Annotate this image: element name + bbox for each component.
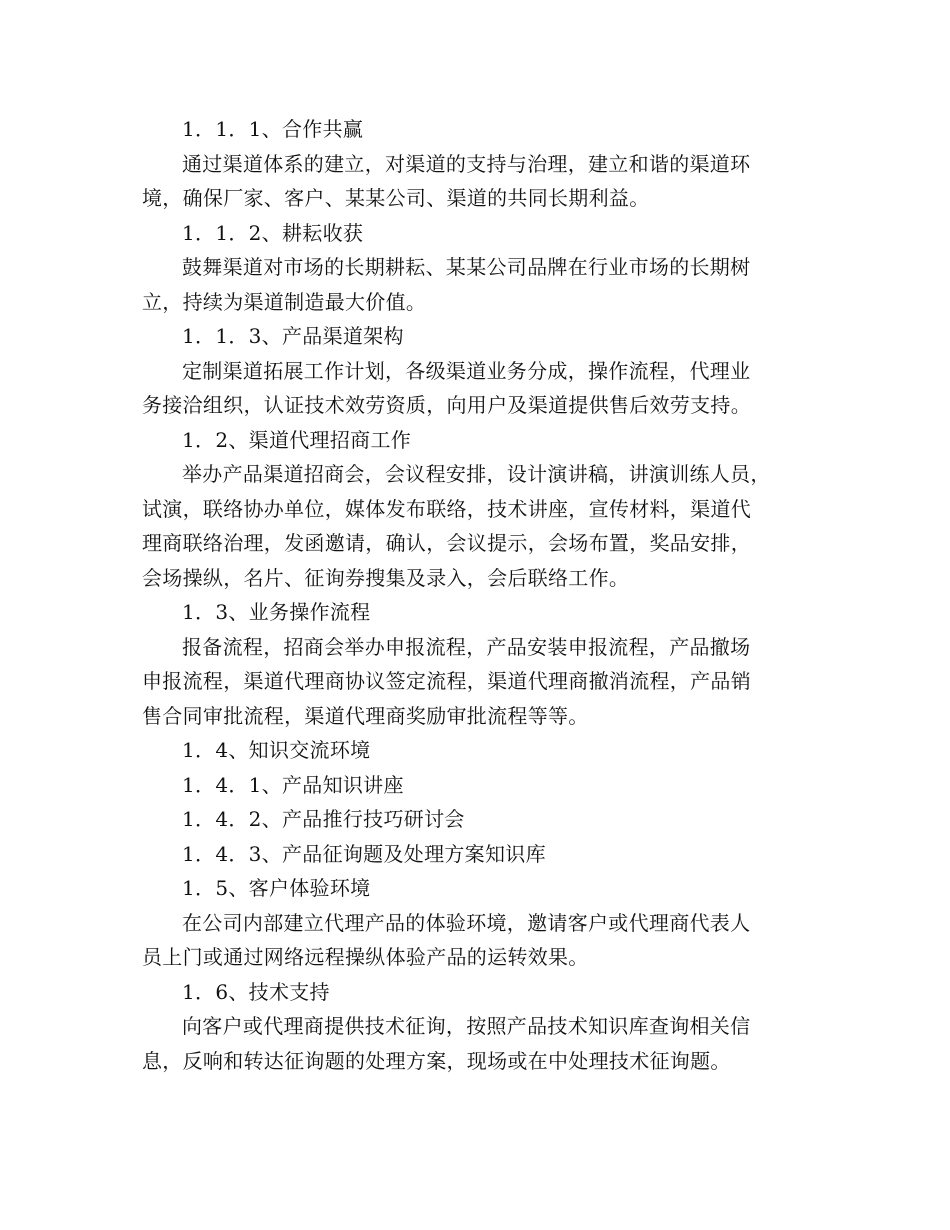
- paragraph: [142, 906, 832, 975]
- paragraph-line: 会场操纵，名片、征询券搜集及录入，会后联络工作。: [142, 565, 630, 590]
- section-heading: 1．4．2、产品推行技巧研讨会: [182, 807, 465, 831]
- section-heading: 1．4、知识交流环境: [182, 738, 371, 762]
- paragraph-line: 通过渠道体系的建立，对渠道的支持与治理，建立和谐的渠道环: [182, 151, 751, 176]
- paragraph-line: 举办产品渠道招商会，会议程安排，设计演讲稿，讲演训练人员，: [182, 462, 771, 486]
- paragraph-line: 息，反响和转达征询题的处理方案，现场或在中处理技术征询题。: [142, 1048, 731, 1073]
- paragraph: [142, 1009, 832, 1078]
- paragraph-line: 员上门或通过网络远程操纵体验产品的运转效果。: [142, 945, 589, 969]
- section-heading: 1．4．1、产品知识讲座: [182, 772, 404, 797]
- paragraph: [142, 147, 832, 216]
- paragraph-line: 在公司内部建立代理产品的体验环境，邀请客户或代理商代表人: [182, 910, 751, 935]
- section-heading: 1．1．3、产品渠道架构: [182, 324, 404, 348]
- section-heading: 1．6、技术支持: [182, 979, 330, 1004]
- paragraph-line: 立，持续为渠道制造最大价值。: [142, 289, 427, 314]
- paragraph: [142, 630, 832, 734]
- section-heading: 1．3、业务操作流程: [182, 600, 371, 624]
- section-heading: 1．1．2、耕耘收获: [182, 220, 364, 245]
- paragraph: [142, 354, 832, 423]
- paragraph-line: 售合同审批流程，渠道代理商奖励审批流程等等。: [142, 703, 589, 728]
- paragraph-line: 鼓舞渠道对市场的长期耕耘、某某公司品牌在行业市场的长期树: [182, 255, 751, 279]
- section-heading: 1．5、客户体验环境: [182, 876, 371, 900]
- section-heading: 1．1．1、合作共赢: [182, 117, 364, 141]
- document-page: [142, 112, 832, 1078]
- paragraph-line: 向客户或代理商提供技术征询，按照产品技术知识库查询相关信: [182, 1014, 751, 1038]
- paragraph-line: 理商联络治理，发函邀请，确认，会议提示，会场布置，奖品安排，: [142, 531, 751, 555]
- paragraph-line: 务接洽组织，认证技术效劳资质，向用户及渠道提供售后效劳支持。: [142, 393, 751, 417]
- paragraph-line: 境，确保厂家、客户、某某公司、渠道的共同长期利益。: [142, 186, 650, 210]
- section-heading: 1．4．3、产品征询题及处理方案知识库: [182, 841, 546, 866]
- paragraph: [142, 457, 832, 595]
- paragraph-line: 试演，联络协办单位，媒体发布联络，技术讲座，宣传材料，渠道代: [142, 496, 751, 521]
- paragraph-line: 申报流程，渠道代理商协议签定流程，渠道代理商撤消流程，产品销: [142, 669, 751, 693]
- paragraph: [142, 250, 832, 319]
- paragraph-line: 定制渠道拓展工作计划，各级渠道业务分成，操作流程，代理业: [182, 358, 751, 383]
- section-heading: 1．2、渠道代理招商工作: [182, 427, 412, 452]
- paragraph-line: 报备流程，招商会举办申报流程，产品安装申报流程，产品撤场: [182, 634, 751, 659]
